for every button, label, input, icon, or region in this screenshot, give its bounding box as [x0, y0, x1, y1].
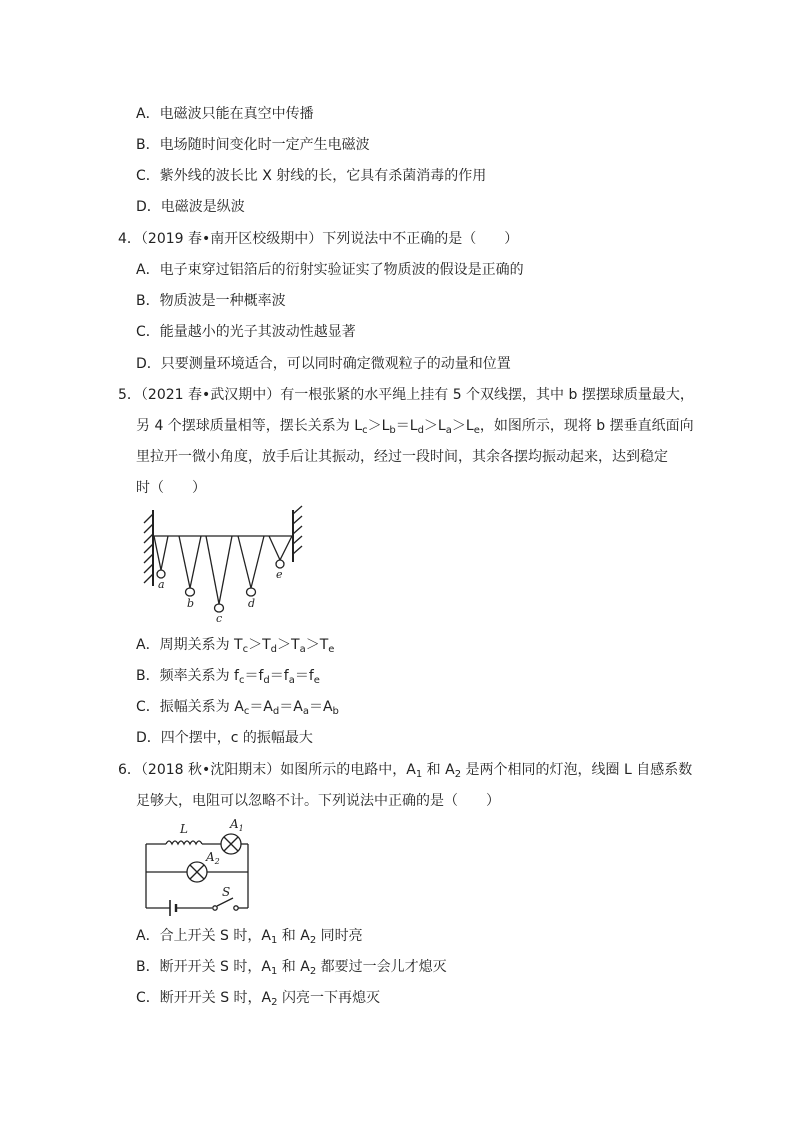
q3-option-c: C．紫外线的波长比 X 射线的长，它具有杀菌消毒的作用: [136, 168, 487, 184]
q5-stem-line2-b: ，如图所示，现将 b 摆垂直纸面向: [479, 418, 694, 434]
q4-stem: 4．（2019 春•南开区校级期中）下列说法中不正确的是（ ）: [118, 231, 519, 247]
q6-option-a: A．合上开关 S 时，$A_1$ 和 $A_2$ 同时亮: [136, 928, 363, 946]
q5-stem-line2: [136, 416, 694, 436]
q4-option-c: C．能量越小的光子其波动性越显著: [136, 324, 356, 340]
q3-option-d: D．电磁波是纵波: [136, 199, 245, 215]
q5-stem-line1: 5．（2021 春•武汉期中）有一根张紧的水平绳上挂有 5 个双线摆，其中 b 摆摆球质量最大，: [118, 387, 694, 403]
pendulum-label-d: d: [248, 597, 256, 610]
q6-stem-line1: 6．（2018 秋•沈阳期末）如图所示的电路中，$A_1$ 和 $A_2$ 是两个相同的灯泡，线圈 L 自感系数: [118, 762, 693, 780]
circuit-label-a2: $A_2$: [206, 850, 220, 866]
circuit-label-a1: $A_1$: [230, 817, 244, 833]
circuit-figure: [140, 816, 270, 916]
q4-option-a: A．电子束穿过铝箔后的衍射实验证实了物质波的假设是正确的: [136, 262, 524, 278]
q5-length-relation: $L_c>L_b=L_d>L_a>L_e$: [354, 418, 480, 436]
q5-stem-line2-a: 另 4 个摆球质量相等，摆长关系为: [136, 418, 355, 434]
q3-option-a: A．电磁波只能在真空中传播: [136, 106, 314, 122]
pendulum-label-c: c: [216, 612, 223, 625]
q5-option-b: B．频率关系为 $f_c=f_d=f_a=f_e$: [136, 668, 320, 686]
q5-option-d: D．四个摆中，c 的振幅最大: [136, 730, 313, 746]
q3-option-b: B．电场随时间变化时一定产生电磁波: [136, 137, 370, 153]
circuit-label-l: L: [180, 822, 188, 836]
q5-option-a: A．周期关系为 $T_c>T_d>T_a>T_e$: [136, 637, 335, 655]
pendulum-label-e: e: [276, 568, 283, 581]
q6-option-c: C．断开开关 S 时，$A_2$ 闪亮一下再熄灭: [136, 990, 380, 1008]
q5-stem-line4: 时（ ）: [136, 480, 206, 496]
pendulum-figure: [140, 506, 310, 626]
q4-option-b: B．物质波是一种概率波: [136, 293, 286, 309]
pendulum-label-a: a: [158, 578, 165, 591]
q5-option-c: C．振幅关系为 $A_c=A_d=A_a=A_b$: [136, 699, 339, 717]
q6-stem-line2: 足够大，电阻可以忽略不计。下列说法中正确的是（ ）: [136, 793, 500, 809]
q4-option-d: D．只要测量环境适合，可以同时确定微观粒子的动量和位置: [136, 356, 511, 372]
circuit-label-s: S: [222, 885, 231, 899]
pendulum-label-b: b: [187, 597, 195, 610]
q5-stem-line3: 里拉开一微小角度，放手后让其振动，经过一段时间，其余各摆均振动起来，达到稳定: [136, 449, 668, 465]
q6-option-b: B．断开开关 S 时，$A_1$ 和 $A_2$ 都要过一会儿才熄灭: [136, 959, 447, 977]
